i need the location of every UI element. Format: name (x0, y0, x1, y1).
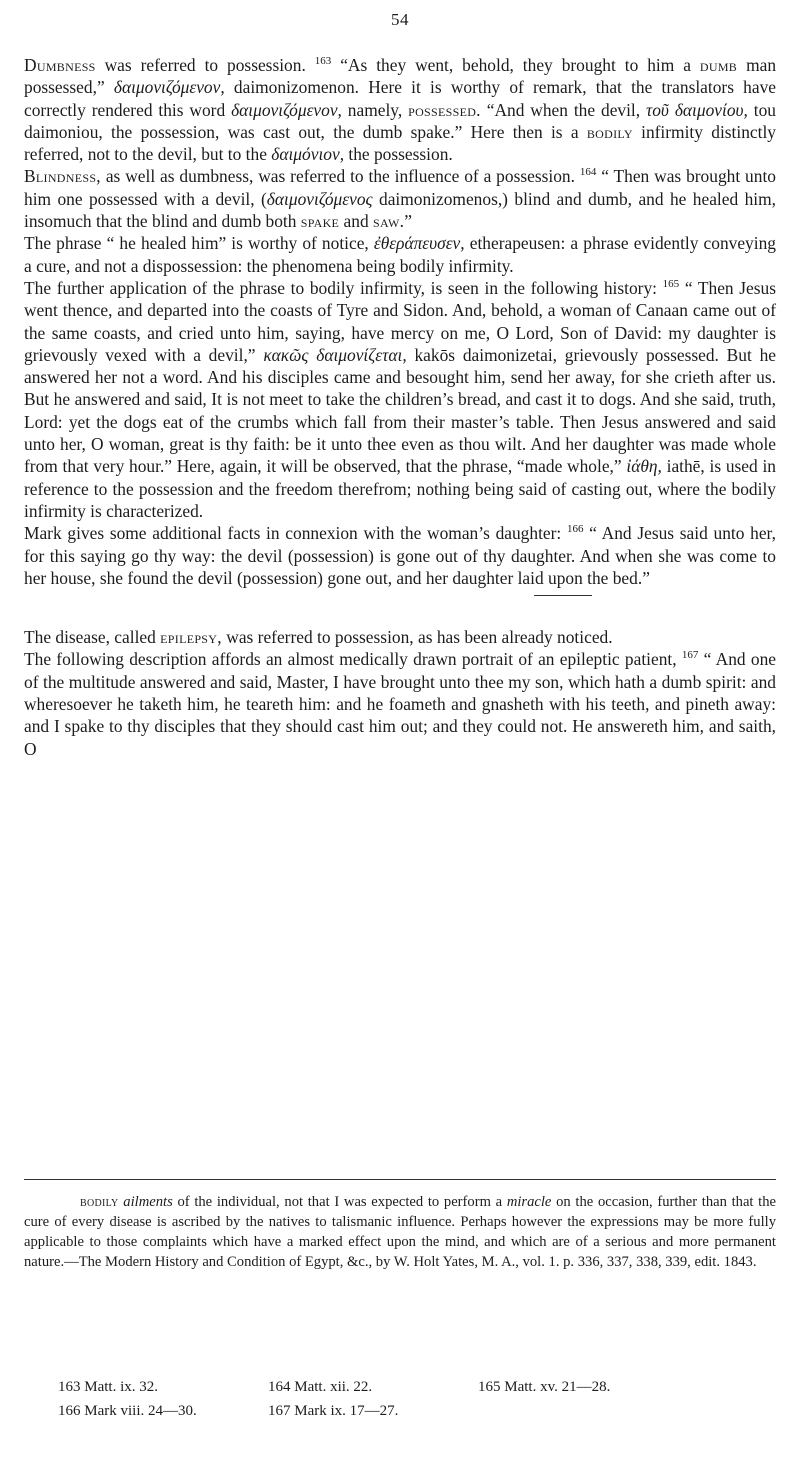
text: The further application of the phrase to bodily infirmity, is seen in the following history: (24, 277, 663, 298)
greek-term: τοῦ δαιμονίου, (646, 99, 748, 120)
note-ref-166: 166 (566, 523, 584, 536)
note-ref-163: 163 (314, 55, 332, 68)
small-caps-dumb: dumb (699, 55, 738, 75)
reference: 164 Matt. xii. 22. (268, 1379, 373, 1395)
reference: 166 Mark viii. 24—30. (58, 1403, 197, 1419)
text: Mark gives some additional facts in connexion with the woman’s daughter: (24, 523, 567, 544)
text: “ Then Jesus went thence, and departed into the coasts of Tyre and Sidon. And, behold, a woman of Canaan came out of the same coasts, and cried unto him, saying, have mercy on me, O Lord, Son of David: my daughter is grievously vexed with a devil,” (24, 277, 776, 365)
text: “ And one of the multitude answered and said, Master, I have brought unto thee my son, which hath a dumb spirit: and wheresoever he taketh him, he teareth him: and he foameth and gnasheth with his teeth, and pineth away: and I spake to thy disciples that they should cast him out; and they could not. He answereth him, and saith, O (24, 649, 776, 759)
text: ” (404, 211, 413, 232)
page-number: 54 (391, 10, 409, 29)
text: kakōs daimonizetai, grievously possessed. But he answered her not a word. And his disciples came and besought him, send her away, for she crieth after us. But he answered and said, It is not meet to take the children’s bread, and cast it to dogs. And she said, truth, Lord: yet the dogs eat of the crumbs which fall from their master’s table. Then Jesus answered and said unto her, O woman, great is thy faith: be it unto thee even as thou wilt. And her daughter was made whole from that very hour.” Here, again, it will be observed, that the phrase, “made whole,” (24, 344, 777, 477)
small-caps-bodily: bodily (586, 121, 633, 142)
greek-term: κακῶς δαιμονίζεται, (263, 344, 407, 365)
text: The following description affords an almost medically drawn portrait of an epileptic patient, (24, 649, 682, 670)
greek-term: δαιμόνιον, (271, 144, 345, 165)
paragraph-epileptic-patient (24, 648, 776, 759)
text: namely, (341, 99, 409, 120)
small-caps-possessed: possessed. (408, 99, 481, 120)
text: “And when the devil, (480, 99, 647, 120)
section-head-dumbness: Dumbness (24, 55, 96, 75)
scripture-references (58, 1375, 758, 1423)
section-divider (534, 595, 592, 596)
text: “As they went, behold, they brought to him a (331, 55, 700, 75)
paragraph-epilepsy (24, 626, 776, 648)
text: The disease, called (24, 627, 161, 648)
body-text (24, 54, 776, 760)
text: etherapeusen: a phrase evidently conveying a cure, and not a dispossession: the phenomena being bodily infirmity. (24, 233, 776, 276)
greek-term: δαιμονιζόμενον, (231, 99, 342, 120)
section-head-blindness: Blindness, (24, 166, 101, 187)
greek-term: δαιμονιζόμενος (266, 188, 373, 209)
greek-term: ἐθεράπευσεν, (373, 233, 465, 254)
reference: 167 Mark ix. 17—27. (268, 1403, 399, 1419)
greek-term: δαιμονιζόμενον, (113, 77, 225, 98)
small-caps-saw: saw. (373, 211, 405, 232)
footnote-divider (24, 1179, 776, 1180)
paragraph-canaan (24, 277, 776, 522)
text: man possessed,” (24, 55, 777, 98)
text: daimonizomenos,) blind and dumb, and he healed him, insomuch that the blind and dumb both (24, 188, 776, 232)
text: The phrase “ he healed him” is worthy of notice, (24, 233, 374, 254)
text: daimonizomenon. Here it is worthy of remark, that the translators have correctly rendered this word (24, 77, 776, 120)
note-ref-167: 167 (681, 649, 699, 662)
text: as well as dumbness, was referred to the influence of a possession. (100, 166, 580, 187)
footnote (24, 1192, 776, 1272)
text: on the occasion, further than that the cure of every disease is ascribed by the natives to talismanic influence. Perhaps however the expressions may be more fully applicable to those complaints which have a marked effect upon the mind, and which are of a serious and more permanent nature.—The Modern History and Condition of Egypt, &c., by W. Holt Yates, M. A., vol. 1. p. 336, 337, 338, 339, edit. 1843. (24, 1194, 777, 1270)
text: “ Then was brought unto him one possessed with a devil, ( (24, 166, 776, 209)
text: iathē, is used in reference to the possession and the freedom therefrom; nothing being said of casting out, where the bodily infirmity is characterized. (24, 456, 776, 521)
text: the possession. (344, 144, 453, 165)
text: and (339, 211, 374, 232)
note-ref-165: 165 (662, 278, 680, 291)
paragraph-dumbness (24, 54, 776, 165)
greek-term: ἰάθη, (626, 456, 662, 477)
paragraph-blindness (24, 165, 776, 232)
footnote-text (24, 1192, 776, 1272)
text: tou daimoniou, the possession, was cast out, the dumb spake.” Here then is a (24, 99, 776, 142)
reference: 163 Matt. ix. 32. (58, 1379, 158, 1395)
text: “ And Jesus said unto her, for this saying go thy way: the devil (possession) is gone out of thy daughter. And when she was come to her house, she found the devil (possession) gone out, and her daughter laid upon the bed.” (24, 523, 776, 588)
reference-row (58, 1375, 758, 1399)
text: was referred to possession. (95, 55, 315, 75)
paragraph-healed (24, 232, 776, 277)
small-caps-epilepsy: epilepsy, (160, 627, 222, 648)
reference-row (58, 1399, 758, 1423)
small-caps-spake: spake (300, 211, 340, 232)
paragraph-mark (24, 522, 776, 589)
italic-term: miracle (506, 1194, 552, 1210)
text: infirmity distinctly referred, not to the devil, but to the (24, 121, 776, 165)
italic-term: ailments (123, 1194, 173, 1210)
text: of the individual, not that I was expected to perform a (172, 1194, 507, 1210)
note-ref-164: 164 (579, 166, 597, 179)
text: was referred to possession, as has been already noticed. (221, 627, 613, 648)
small-caps-bodily: bodily (80, 1194, 119, 1210)
reference: 165 Matt. xv. 21—28. (478, 1379, 611, 1395)
